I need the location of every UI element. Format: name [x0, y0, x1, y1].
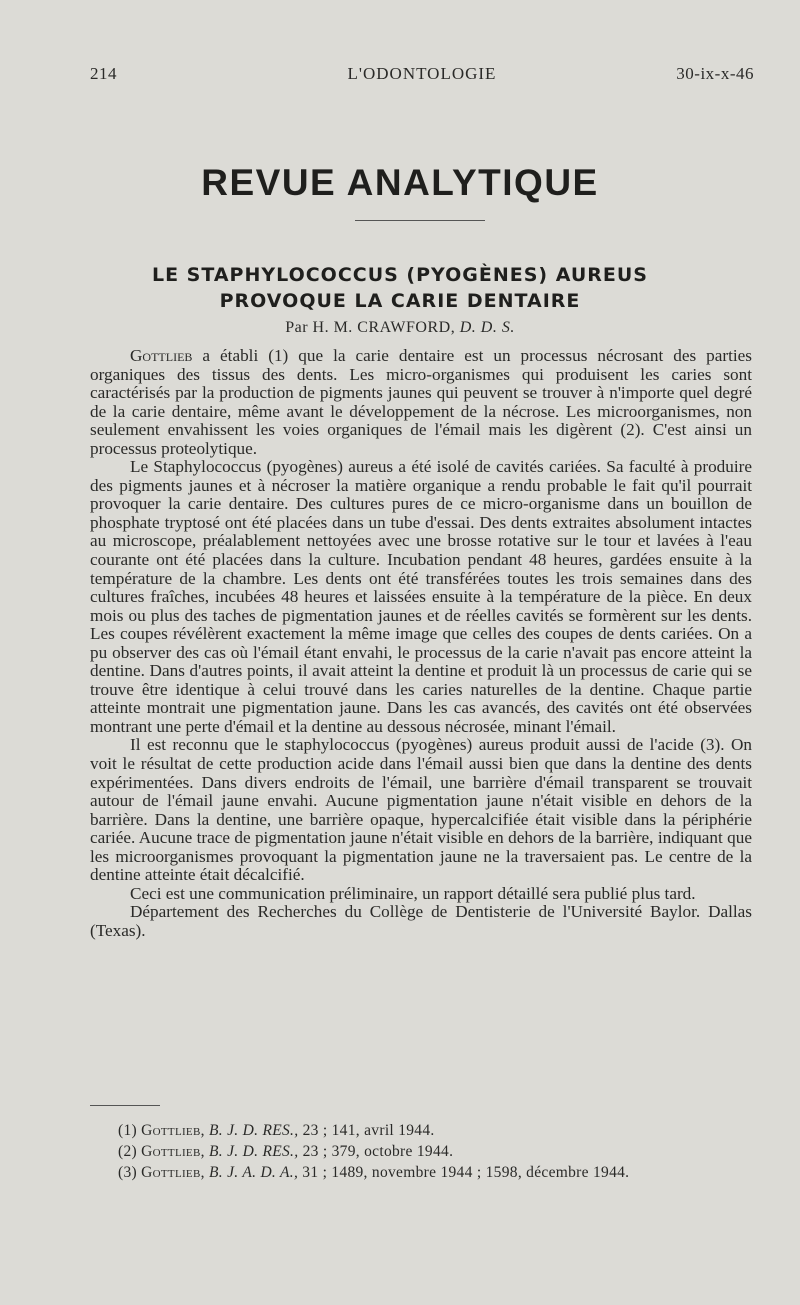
footnote-number: (2) — [118, 1143, 137, 1160]
footnote-author: Gottlieb, — [141, 1164, 205, 1181]
footnote-journal: B. J. A. D. A., — [208, 1164, 299, 1181]
footnotes — [118, 1120, 758, 1183]
footnote — [118, 1141, 758, 1162]
paragraph-5: Département des Recherches du Collège de Dentisterie de l'Université Baylor. Dallas (Texas). — [90, 902, 752, 940]
footnote — [118, 1162, 758, 1183]
paragraph-4: Ceci est une communication préliminaire, un rapport détaillé sera publié plus tard. — [130, 883, 696, 903]
paragraph-3: Il est reconnu que le staphylococcus (pyogènes) aureus produit aussi de l'acide (3). On voit le résultat de cette production acide dans l'émail aussi bien que dans la dentine des dents expérimentées. Dans divers endroits de l'émail, une barrière d'émail transparent se trouvait autour de l'émail jaune envahi. Aucune pigmentation jaune n'était visible en dehors de la barrière. Dans la dentine, une barrière opaque, hypercalcifiée était visible dans la périphérie cariée. Aucune trace de pigmentation jaune n'était visible en dehors de la barrière, indiquant que les microorganismes provoquant la pigmentation jaune ne la traversaient pas. Le centre de la dentine atteinte était décalcifié. — [90, 735, 752, 885]
article-body — [90, 347, 752, 941]
footnote-number: (1) — [118, 1122, 137, 1139]
journal-name: L'ODONTOLOGIE — [347, 64, 497, 83]
footnote-details: 23 ; 141, avril 1944. — [298, 1122, 435, 1139]
article-title-line-2: PROVOQUE LA CARIE DENTAIRE — [219, 290, 581, 312]
paragraph-2: Le Staphylococcus (pyogènes) aureus a été isolé de cavités cariées. Sa faculté à produire des pigments jaunes et à nécroser la matière organique a rendu probable le fait qu'il pourrait provoquer la carie dentaire. Des cultures pures de ce micro-organisme dans un bouillon de phosphate tryptosé ont été placées dans un tube d'essai. Des dents extraites absolument intactes au microscope, préalablement nettoyées avec une brosse rotative sur le tour et lavées à l'eau courante ont été placées dans la culture. Incubation pendant 48 heures, gardées ensuite à la température de la chambre. Les dents ont été transférées toutes les trois semaines dans des cultures fraîches, incubées 48 heures et laissées ensuite à la température de la pièce. En deux mois ou plus des taches de pigmentation jaunes et de réelles cavités se formèrent sur les dents. Les coupes révélèrent exactement la même image que celles des coupes de dents cariées. On a pu observer des cas où l'émail étant envahi, le processus de la carie n'avait pas encore atteint la dentine. Dans d'autres points, il avait atteint la dentine et produit là un processus de carie qui se trouve être identique à celui trouvé dans les caries naturelles de la dentine. Chaque partie atteinte montrait une pigmentation jaune. Dans les cas avancés, des cavités ont été observées montrant une perte d'émail et la dentine au dessous nécrosée, minant l'émail. — [90, 457, 752, 736]
byline — [0, 319, 800, 337]
footnote — [118, 1120, 758, 1141]
byline-degree: D. D. S. — [459, 319, 515, 336]
cited-author: Gottlieb — [130, 346, 193, 365]
title-divider — [355, 220, 485, 221]
issue-date: 30-ix-x-46 — [676, 64, 754, 83]
footnote-journal: B. J. D. RES., — [208, 1122, 299, 1139]
paragraph-1 — [90, 347, 752, 458]
footnote-number: (3) — [118, 1164, 137, 1181]
footnote-divider — [90, 1105, 160, 1106]
footnote-details: 23 ; 379, octobre 1944. — [298, 1143, 454, 1160]
section-title: REVUE ANALYTIQUE — [201, 162, 599, 203]
running-header — [90, 64, 754, 88]
footnote-author: Gottlieb, — [141, 1122, 205, 1139]
paragraph-1-text: a établi (1) que la carie dentaire est un processus nécrosant des parties organiques des tissus des dents. Les micro-organismes qui produisent les caries sont caractérisés par la production de pigments jaunes qui peuvent se trouver à n'importe quel degré de la carie dentaire, même avant le développement de la nécrose. Les microorganismes, non seulement envahissent les voies organiques de l'émail mais les digèrent (2). C'est ainsi un processus proteolytique. — [90, 346, 752, 458]
footnote-details: 31 ; 1489, novembre 1944 ; 1598, décembre 1944. — [298, 1164, 630, 1181]
article-title — [0, 262, 800, 314]
page-number: 214 — [90, 64, 117, 83]
byline-author: Par H. M. CRAWFORD, — [285, 319, 456, 336]
article-title-line-1: LE STAPHYLOCOCCUS (PYOGÈNES) AUREUS — [151, 264, 648, 286]
footnote-author: Gottlieb, — [141, 1143, 205, 1160]
footnote-journal: B. J. D. RES., — [208, 1143, 299, 1160]
